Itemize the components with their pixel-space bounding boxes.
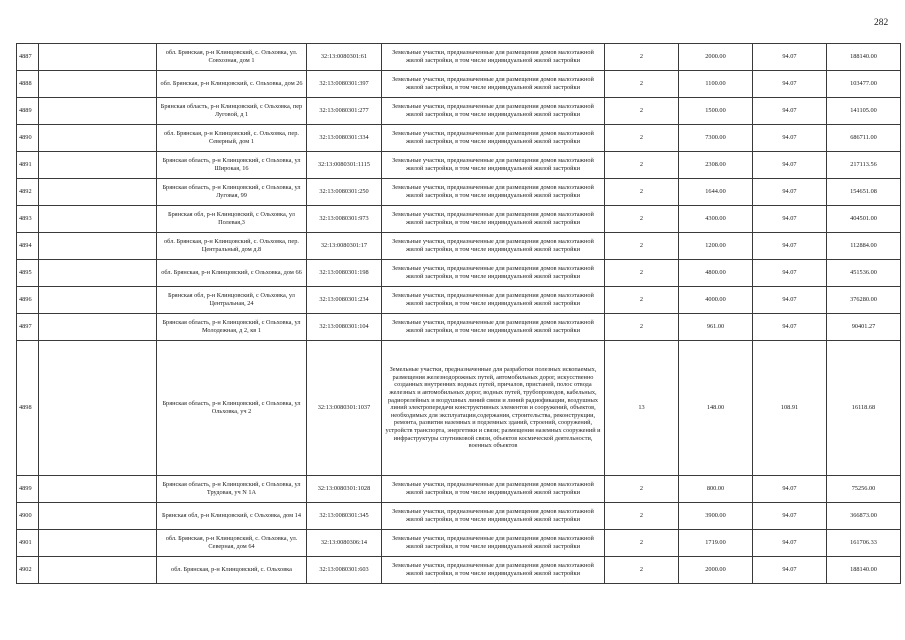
land-use-cell: Земельные участки, предназначенные для размещения домов малоэтажной жилой застройки, в том числе индивидуальной жилой застройки [382, 287, 605, 314]
cadastral-number-cell: 32:13:0080301:345 [307, 503, 382, 530]
area-cell: 3900.00 [679, 503, 753, 530]
area-cell: 1100.00 [679, 71, 753, 98]
cadastral-value-cell: 451536.00 [827, 260, 901, 287]
cadastral-value-cell: 90401.27 [827, 314, 901, 341]
specific-value-cell: 94.07 [753, 530, 827, 557]
area-cell: 4300.00 [679, 206, 753, 233]
table-row [17, 260, 901, 287]
cadastral-number-cell: 32:13:0080301:603 [307, 557, 382, 584]
table-row [17, 206, 901, 233]
table-row [17, 341, 901, 476]
address-cell: Брянская область, р-н Клинцовский, с Ольховка, пер Луговой, д 1 [157, 98, 307, 125]
address-cell: обл. Брянская, р-н Клинцовский, с. Ольховка [157, 557, 307, 584]
use-category-cell: 2 [605, 233, 679, 260]
cadastral-number-cell: 32:13:0080301:1028 [307, 476, 382, 503]
cadastral-value-cell: 366873.00 [827, 503, 901, 530]
address-cell: Брянская обл, р-н Клинцовский, с Ольховка, дом 14 [157, 503, 307, 530]
cadastral-value-cell: 404501.00 [827, 206, 901, 233]
land-use-cell: Земельные участки, предназначенные для размещения домов малоэтажной жилой застройки, в том числе индивидуальной жилой застройки [382, 530, 605, 557]
use-category-cell: 2 [605, 476, 679, 503]
address-cell: Брянская область, р-н Клинцовский, с Ольховка, ул Трудовая, уч N 1А [157, 476, 307, 503]
cadastral-value-cell: 141105.00 [827, 98, 901, 125]
use-category-cell: 2 [605, 125, 679, 152]
table-row [17, 71, 901, 98]
land-use-cell: Земельные участки, предназначенные для размещения домов малоэтажной жилой застройки, в том числе индивидуальной жилой застройки [382, 44, 605, 71]
specific-value-cell: 94.07 [753, 206, 827, 233]
area-cell: 2308.00 [679, 152, 753, 179]
use-category-cell: 2 [605, 98, 679, 125]
gap-cell [39, 71, 157, 98]
specific-value-cell: 94.07 [753, 503, 827, 530]
row-number: 4897 [17, 314, 39, 341]
cadastral-value-cell: 75256.00 [827, 476, 901, 503]
cadastral-value-cell: 103477.00 [827, 71, 901, 98]
land-use-cell: Земельные участки, предназначенные для размещения домов малоэтажной жилой застройки, в том числе индивидуальной жилой застройки [382, 476, 605, 503]
use-category-cell: 2 [605, 314, 679, 341]
cadastral-number-cell: 32:13:0080301:17 [307, 233, 382, 260]
row-number: 4893 [17, 206, 39, 233]
specific-value-cell: 94.07 [753, 287, 827, 314]
specific-value-cell: 94.07 [753, 71, 827, 98]
row-number: 4895 [17, 260, 39, 287]
gap-cell [39, 476, 157, 503]
land-use-cell: Земельные участки, предназначенные для размещения домов малоэтажной жилой застройки, в том числе индивидуальной жилой застройки [382, 503, 605, 530]
cadastral-value-cell: 188140.00 [827, 557, 901, 584]
cadastral-value-cell: 217113.56 [827, 152, 901, 179]
address-cell: Брянская область, р-н Клинцовский, с Ольховка, ул Молодежная, д 2, кв 1 [157, 314, 307, 341]
area-cell: 4000.00 [679, 287, 753, 314]
gap-cell [39, 233, 157, 260]
address-cell: обл. Брянская, р-н Клинцовский, с Ольховка, дом 66 [157, 260, 307, 287]
land-use-cell: Земельные участки, предназначенные для разработки полезных ископаемых, размещения железнодорожных путей, автомобильных дорог, искусственно созданных внутренних водных путей, причалов, пристаней, полос отвода железных и автомобильных дорог, водных путей, трубопроводов, кабельных, радиорелейных и воздушных линий связи и линий радиофикации, воздушных линий электропередачи конструктивных элементов и сооружений, объектов, необходимых для эксплуатации,содержания, строительства, реконструкции, ремонта, развития наземных и подземных зданий, строений, сооружений, устройств транспорта, энергетики и связи; размещения наземных сооружений и инфраструктуры спутниковой связи, объектов космической деятельности, военных объектов [382, 341, 605, 476]
area-cell: 7300.00 [679, 125, 753, 152]
address-cell: Брянская обл, р-н Клинцовский, с Ольховка, ул Центральная, 24 [157, 287, 307, 314]
specific-value-cell: 94.07 [753, 152, 827, 179]
cadastral-value-cell: 16118.68 [827, 341, 901, 476]
row-number: 4889 [17, 98, 39, 125]
table-row [17, 314, 901, 341]
land-use-cell: Земельные участки, предназначенные для размещения домов малоэтажной жилой застройки, в том числе индивидуальной жилой застройки [382, 233, 605, 260]
row-number: 4896 [17, 287, 39, 314]
address-cell: обл. Брянская, р-н Клинцовский, с. Ольховка, дом 26 [157, 71, 307, 98]
row-number: 4894 [17, 233, 39, 260]
table-row [17, 98, 901, 125]
cadastral-number-cell: 32:13:0080301:334 [307, 125, 382, 152]
specific-value-cell: 108.91 [753, 341, 827, 476]
cadastral-number-cell: 32:13:0080301:1037 [307, 341, 382, 476]
address-cell: обл. Брянская, р-н Клинцовский, с. Ольховка, ул. Совхозная, дом 1 [157, 44, 307, 71]
address-cell: Брянская область, р-н Клинцовский, с Ольховка, ул Луговая, 99 [157, 179, 307, 206]
gap-cell [39, 98, 157, 125]
cadastral-number-cell: 32:13:0080301:104 [307, 314, 382, 341]
land-use-cell: Земельные участки, предназначенные для размещения домов малоэтажной жилой застройки, в том числе индивидуальной жилой застройки [382, 125, 605, 152]
land-use-cell: Земельные участки, предназначенные для размещения домов малоэтажной жилой застройки, в том числе индивидуальной жилой застройки [382, 98, 605, 125]
specific-value-cell: 94.07 [753, 98, 827, 125]
cadastral-number-cell: 32:13:0080306:14 [307, 530, 382, 557]
gap-cell [39, 314, 157, 341]
cadastral-value-cell: 376280.00 [827, 287, 901, 314]
cadastral-value-cell: 161706.33 [827, 530, 901, 557]
land-use-cell: Земельные участки, предназначенные для размещения домов малоэтажной жилой застройки, в том числе индивидуальной жилой застройки [382, 206, 605, 233]
gap-cell [39, 44, 157, 71]
address-cell: обл. Брянская, р-н Клинцовский, с. Ольховка, пер. Северный, дом 1 [157, 125, 307, 152]
gap-cell [39, 503, 157, 530]
table-row [17, 476, 901, 503]
cadastral-number-cell: 32:13:0080301:61 [307, 44, 382, 71]
table-row [17, 152, 901, 179]
specific-value-cell: 94.07 [753, 125, 827, 152]
gap-cell [39, 206, 157, 233]
cadastral-value-cell: 112884.00 [827, 233, 901, 260]
area-cell: 800.00 [679, 476, 753, 503]
gap-cell [39, 260, 157, 287]
use-category-cell: 2 [605, 152, 679, 179]
cadastral-value-table [16, 43, 901, 584]
address-cell: Брянская область, р-н Клинцовский, с Ольховка, ул Широкая, 16 [157, 152, 307, 179]
cadastral-number-cell: 32:13:0080301:198 [307, 260, 382, 287]
area-cell: 961.00 [679, 314, 753, 341]
row-number: 4890 [17, 125, 39, 152]
land-use-cell: Земельные участки, предназначенные для размещения домов малоэтажной жилой застройки, в том числе индивидуальной жилой застройки [382, 557, 605, 584]
cadastral-value-cell: 188140.00 [827, 44, 901, 71]
area-cell: 2000.00 [679, 557, 753, 584]
cadastral-number-cell: 32:13:0080301:973 [307, 206, 382, 233]
specific-value-cell: 94.07 [753, 260, 827, 287]
use-category-cell: 13 [605, 341, 679, 476]
row-number: 4892 [17, 179, 39, 206]
land-use-cell: Земельные участки, предназначенные для размещения домов малоэтажной жилой застройки, в том числе индивидуальной жилой застройки [382, 260, 605, 287]
area-cell: 4800.00 [679, 260, 753, 287]
specific-value-cell: 94.07 [753, 233, 827, 260]
use-category-cell: 2 [605, 287, 679, 314]
use-category-cell: 2 [605, 179, 679, 206]
table-row [17, 557, 901, 584]
specific-value-cell: 94.07 [753, 314, 827, 341]
address-cell: Брянская обл, р-н Клинцовский, с Ольховка, ул Полевая,3 [157, 206, 307, 233]
gap-cell [39, 179, 157, 206]
use-category-cell: 2 [605, 44, 679, 71]
area-cell: 1200.00 [679, 233, 753, 260]
table-row [17, 44, 901, 71]
specific-value-cell: 94.07 [753, 179, 827, 206]
use-category-cell: 2 [605, 71, 679, 98]
area-cell: 2000.00 [679, 44, 753, 71]
land-use-cell: Земельные участки, предназначенные для размещения домов малоэтажной жилой застройки, в том числе индивидуальной жилой застройки [382, 71, 605, 98]
area-cell: 148.00 [679, 341, 753, 476]
land-use-cell: Земельные участки, предназначенные для размещения домов малоэтажной жилой застройки, в том числе индивидуальной жилой застройки [382, 179, 605, 206]
row-number: 4899 [17, 476, 39, 503]
specific-value-cell: 94.07 [753, 557, 827, 584]
page-number: 282 [874, 18, 889, 28]
cadastral-value-cell: 154651.08 [827, 179, 901, 206]
cadastral-number-cell: 32:13:0080301:397 [307, 71, 382, 98]
area-cell: 1719.00 [679, 530, 753, 557]
row-number: 4891 [17, 152, 39, 179]
specific-value-cell: 94.07 [753, 44, 827, 71]
gap-cell [39, 152, 157, 179]
specific-value-cell: 94.07 [753, 476, 827, 503]
cadastral-number-cell: 32:13:0080301:234 [307, 287, 382, 314]
cadastral-value-cell: 686711.00 [827, 125, 901, 152]
table-row [17, 287, 901, 314]
cadastral-number-cell: 32:13:0080301:1115 [307, 152, 382, 179]
cadastral-number-cell: 32:13:0080301:277 [307, 98, 382, 125]
address-cell: обл. Брянская, р-н Клинцовский, с. Ольховка, пер. Центральный, дом д.8 [157, 233, 307, 260]
gap-cell [39, 341, 157, 476]
gap-cell [39, 125, 157, 152]
row-number: 4887 [17, 44, 39, 71]
use-category-cell: 2 [605, 530, 679, 557]
address-cell: Брянская область, р-н Клинцовский, с Ольховка, ул Ольховка, уч 2 [157, 341, 307, 476]
land-use-cell: Земельные участки, предназначенные для размещения домов малоэтажной жилой застройки, в том числе индивидуальной жилой застройки [382, 152, 605, 179]
table-row [17, 125, 901, 152]
area-cell: 1500.00 [679, 98, 753, 125]
table-row [17, 179, 901, 206]
address-cell: обл. Брянская, р-н Клинцовский, с. Ольховка, ул. Северная, дом 64 [157, 530, 307, 557]
land-use-cell: Земельные участки, предназначенные для размещения домов малоэтажной жилой застройки, в том числе индивидуальной жилой застройки [382, 314, 605, 341]
table-row [17, 530, 901, 557]
area-cell: 1644.00 [679, 179, 753, 206]
row-number: 4888 [17, 71, 39, 98]
row-number: 4898 [17, 341, 39, 476]
table-row [17, 503, 901, 530]
table-row [17, 233, 901, 260]
use-category-cell: 2 [605, 557, 679, 584]
row-number: 4901 [17, 530, 39, 557]
gap-cell [39, 530, 157, 557]
cadastral-number-cell: 32:13:0080301:250 [307, 179, 382, 206]
gap-cell [39, 557, 157, 584]
use-category-cell: 2 [605, 260, 679, 287]
gap-cell [39, 287, 157, 314]
row-number: 4902 [17, 557, 39, 584]
use-category-cell: 2 [605, 503, 679, 530]
row-number: 4900 [17, 503, 39, 530]
use-category-cell: 2 [605, 206, 679, 233]
